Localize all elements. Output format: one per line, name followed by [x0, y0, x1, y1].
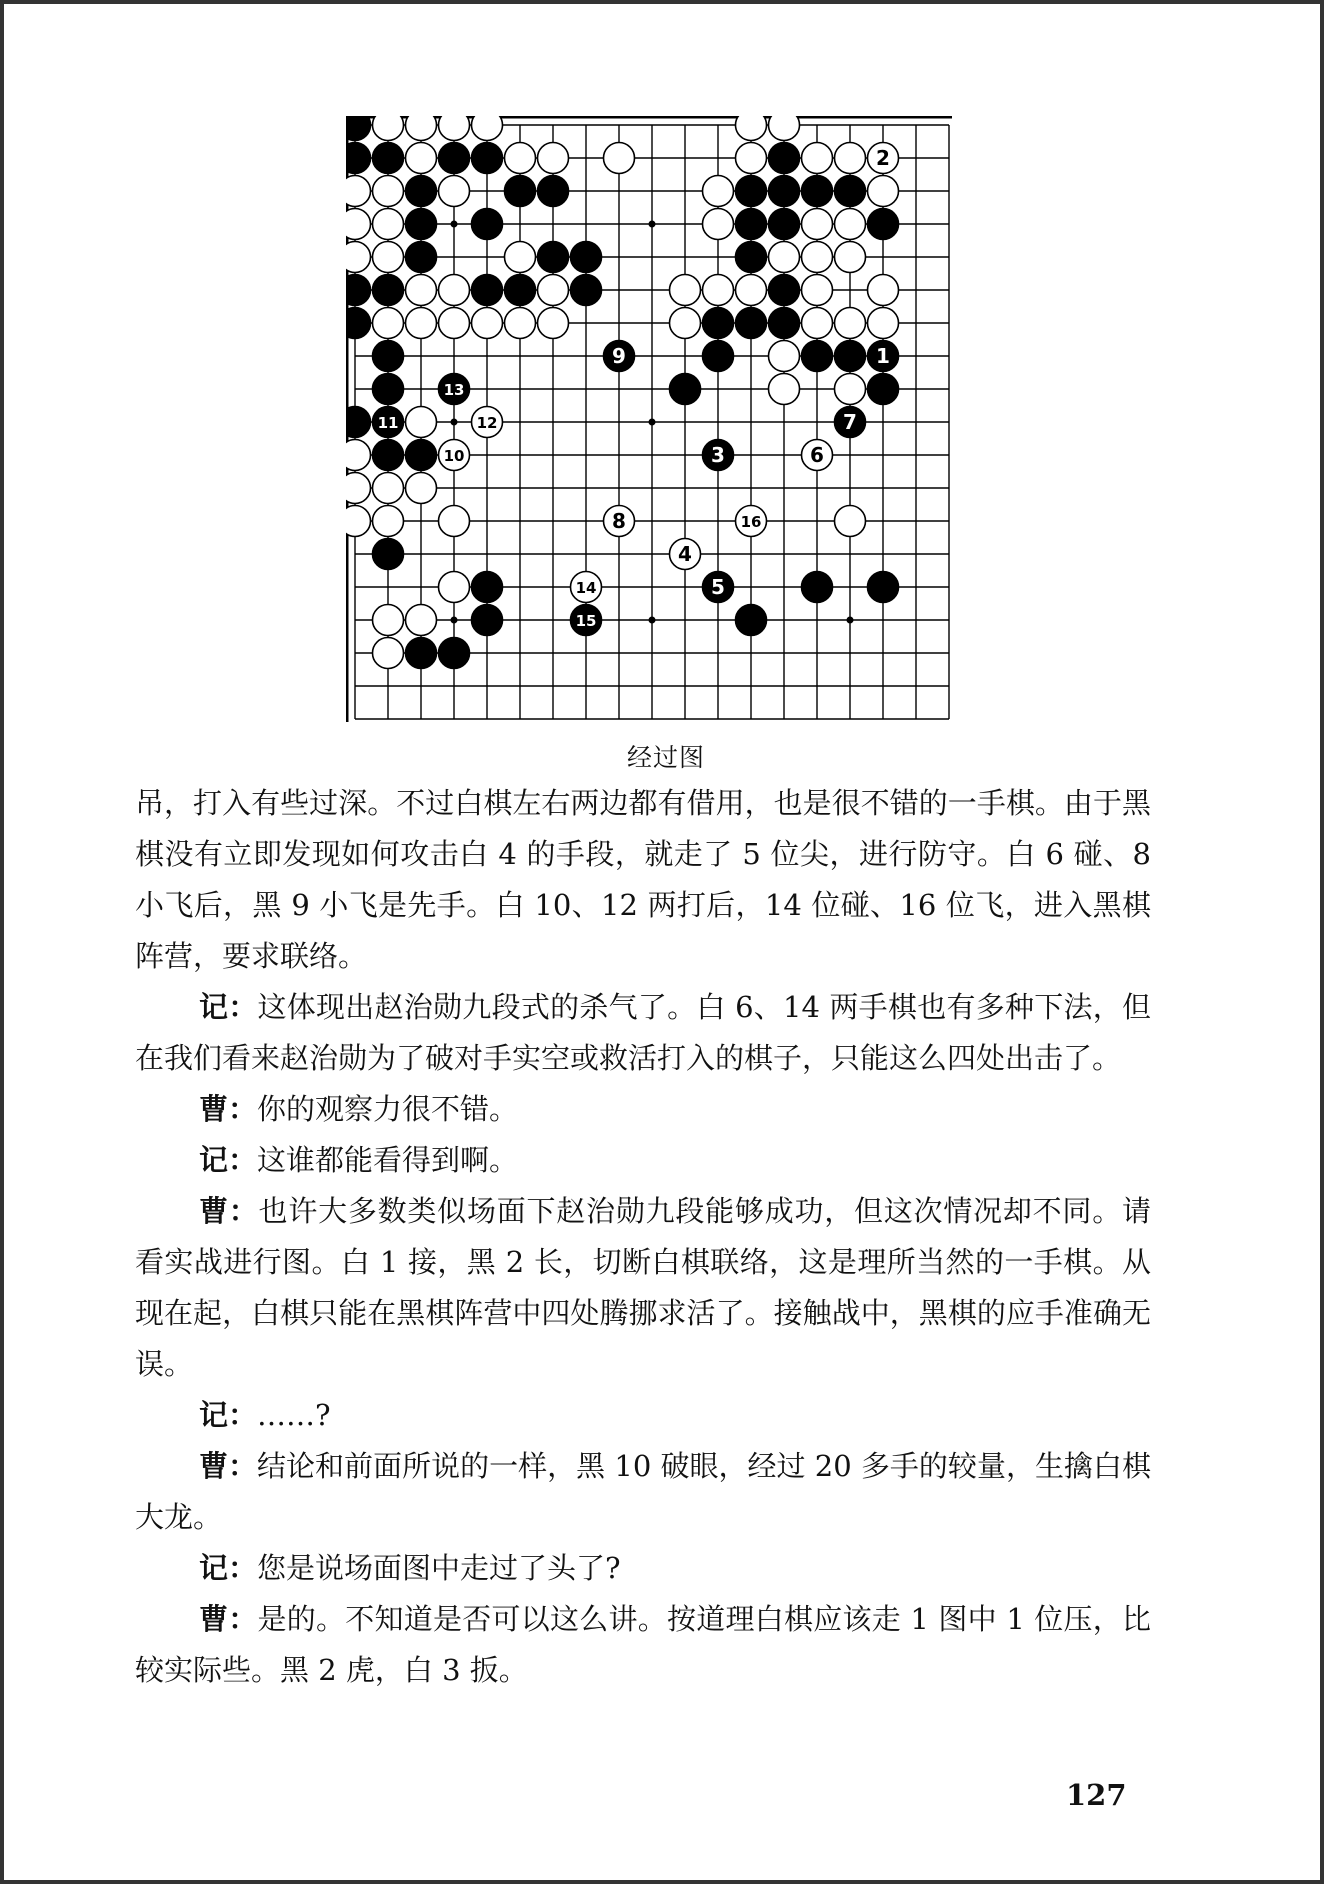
black-stone — [439, 143, 470, 174]
white-stone — [373, 242, 404, 273]
white-stone — [406, 143, 437, 174]
stone-number: 16 — [740, 513, 762, 531]
page-number: 127 — [1066, 1778, 1127, 1812]
black-stone — [769, 176, 800, 207]
white-stone — [835, 374, 866, 405]
black-stone — [703, 308, 734, 339]
white-stone — [769, 341, 800, 372]
black-stone — [472, 209, 503, 240]
paragraph: 记：您是说场面图中走过了头了? — [199, 1551, 621, 1585]
black-stone — [802, 341, 833, 372]
white-stone — [868, 176, 899, 207]
white-stone — [439, 116, 470, 141]
paragraph: 记：这体现出赵治勋九段式的杀气了。白 6、14 两手棋也有多种下法，但在我们看来赵治勋为了破对手实空或救活打入的棋子，只能这么四处出击了。 — [135, 990, 1151, 1075]
white-stone — [373, 473, 404, 504]
black-stone — [736, 176, 767, 207]
black-stone — [703, 341, 734, 372]
stone-number: 6 — [810, 443, 824, 467]
black-stone — [505, 176, 536, 207]
white-stone — [670, 308, 701, 339]
black-stone — [538, 176, 569, 207]
white-stone — [346, 242, 371, 273]
white-stone — [406, 473, 437, 504]
white-stone — [769, 242, 800, 273]
black-stone — [346, 407, 371, 438]
black-stone — [439, 638, 470, 669]
go-board-diagram — [346, 116, 952, 722]
black-stone — [802, 176, 833, 207]
star-point — [451, 221, 458, 228]
black-stone — [802, 572, 833, 603]
white-stone — [538, 143, 569, 174]
paragraph: 吊，打入有些过深。不过白棋左右两边都有借用，也是很不错的一手棋。由于黑棋没有立即发现如何攻击白 4 的手段，就走了 5 位尖，进行防守。白 6 碰、8 小飞后，黑 9 小飞是先手。白 10、12 两打后，14 位碰、16 位飞，进入黑棋阵营，要求联络。 — [135, 786, 1151, 973]
black-stone — [736, 605, 767, 636]
black-stone — [835, 341, 866, 372]
stone-number: 14 — [575, 579, 597, 597]
black-stone — [868, 572, 899, 603]
white-stone — [373, 176, 404, 207]
white-stone — [835, 143, 866, 174]
stone-number: 9 — [612, 344, 626, 368]
black-stone — [505, 275, 536, 306]
white-stone — [472, 308, 503, 339]
white-stone — [373, 506, 404, 537]
white-stone — [472, 116, 503, 141]
paragraph: 曹：也许大多数类似场面下赵治勋九段能够成功，但这次情况却不同。请看实战进行图。白 1 接，黑 2 长，切断白棋联络，这是理所当然的一手棋。从现在起，白棋只能在黑棋阵营中四处腾挪求活了。接触战中，黑棋的应手准确无误。 — [135, 1194, 1151, 1381]
white-stone — [868, 275, 899, 306]
black-stone — [769, 143, 800, 174]
black-stone — [373, 374, 404, 405]
white-stone — [703, 176, 734, 207]
black-stone — [538, 242, 569, 273]
white-stone — [538, 275, 569, 306]
white-stone — [505, 308, 536, 339]
white-stone — [439, 176, 470, 207]
black-stone — [373, 275, 404, 306]
white-stone — [736, 116, 767, 141]
stone-number: 15 — [575, 612, 597, 630]
white-stone — [406, 116, 437, 141]
white-stone — [373, 638, 404, 669]
black-stone — [373, 341, 404, 372]
black-stone — [406, 440, 437, 471]
stone-number: 10 — [443, 447, 465, 465]
black-stone — [472, 275, 503, 306]
white-stone — [802, 308, 833, 339]
white-stone — [670, 275, 701, 306]
white-stone — [868, 308, 899, 339]
white-stone — [439, 506, 470, 537]
stone-number: 1 — [876, 344, 890, 368]
black-stone — [472, 143, 503, 174]
black-stone — [571, 275, 602, 306]
black-stone — [736, 242, 767, 273]
black-stone — [346, 308, 371, 339]
paragraph: 曹：结论和前面所说的一样，黑 10 破眼，经过 20 多手的较量，生擒白棋大龙。 — [135, 1449, 1151, 1534]
paragraph: 记：这谁都能看得到啊。 — [199, 1143, 519, 1177]
white-stone — [736, 143, 767, 174]
paragraph: 记：……? — [199, 1398, 331, 1432]
white-stone — [373, 308, 404, 339]
black-stone — [406, 638, 437, 669]
stone-number: 7 — [843, 410, 857, 434]
figure-caption: 经过图 — [626, 743, 705, 772]
black-stone — [406, 176, 437, 207]
star-point — [649, 221, 656, 228]
white-stone — [736, 275, 767, 306]
white-stone — [802, 275, 833, 306]
stone-number: 3 — [711, 443, 725, 467]
white-stone — [346, 440, 371, 471]
white-stone — [538, 308, 569, 339]
white-stone — [346, 473, 371, 504]
black-stone — [736, 308, 767, 339]
star-point — [451, 419, 458, 426]
black-stone — [373, 143, 404, 174]
white-stone — [346, 176, 371, 207]
star-point — [649, 617, 656, 624]
black-stone — [571, 242, 602, 273]
white-stone — [604, 143, 635, 174]
white-stone — [406, 605, 437, 636]
stone-number: 4 — [678, 542, 692, 566]
black-stone — [769, 209, 800, 240]
star-point — [847, 617, 854, 624]
paragraph: 曹：你的观察力很不错。 — [199, 1092, 519, 1126]
white-stone — [406, 308, 437, 339]
white-stone — [802, 242, 833, 273]
white-stone — [505, 143, 536, 174]
white-stone — [703, 275, 734, 306]
black-stone — [406, 209, 437, 240]
white-stone — [373, 116, 404, 141]
black-stone — [472, 605, 503, 636]
white-stone — [346, 209, 371, 240]
black-stone — [406, 242, 437, 273]
stone-number: 13 — [443, 381, 465, 399]
white-stone — [406, 275, 437, 306]
black-stone — [835, 176, 866, 207]
black-stone — [670, 374, 701, 405]
black-stone — [868, 209, 899, 240]
white-stone — [346, 506, 371, 537]
black-stone — [769, 308, 800, 339]
white-stone — [802, 143, 833, 174]
white-stone — [505, 242, 536, 273]
white-stone — [439, 275, 470, 306]
star-point — [649, 419, 656, 426]
white-stone — [835, 506, 866, 537]
white-stone — [802, 209, 833, 240]
black-stone — [472, 572, 503, 603]
white-stone — [439, 572, 470, 603]
black-stone — [373, 539, 404, 570]
black-stone — [736, 209, 767, 240]
black-stone — [346, 275, 371, 306]
stone-number: 5 — [711, 575, 725, 599]
star-point — [451, 617, 458, 624]
stone-number: 2 — [876, 146, 890, 170]
black-stone — [769, 275, 800, 306]
white-stone — [769, 374, 800, 405]
stone-number: 8 — [612, 509, 626, 533]
stone-number: 12 — [476, 414, 498, 432]
paragraph: 曹：是的。不知道是否可以这么讲。按道理白棋应该走 1 图中 1 位压，比较实际些。黑 2 虎，白 3 扳。 — [135, 1602, 1151, 1687]
white-stone — [835, 308, 866, 339]
white-stone — [406, 407, 437, 438]
black-stone — [868, 374, 899, 405]
body-text — [135, 778, 1151, 1696]
black-stone — [346, 143, 371, 174]
stone-number: 11 — [377, 414, 399, 432]
black-stone — [346, 116, 371, 141]
white-stone — [835, 209, 866, 240]
white-stone — [373, 209, 404, 240]
white-stone — [439, 308, 470, 339]
white-stone — [769, 116, 800, 141]
white-stone — [835, 242, 866, 273]
white-stone — [373, 605, 404, 636]
black-stone — [373, 440, 404, 471]
white-stone — [703, 209, 734, 240]
